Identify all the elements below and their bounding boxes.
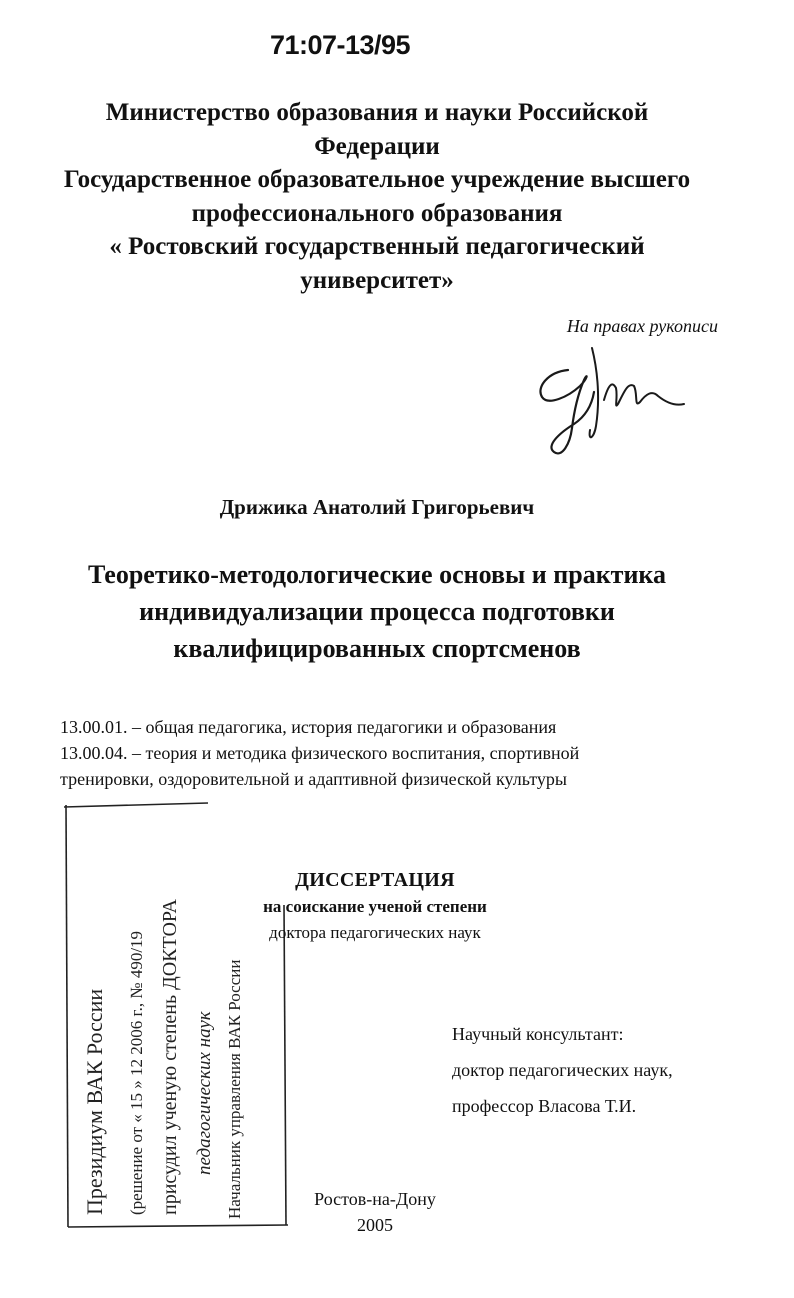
dissertation-block xyxy=(180,866,570,946)
title-line: индивидуализации процесса подготовки xyxy=(139,597,615,626)
dissertation-heading: ДИССЕРТАЦИЯ xyxy=(295,869,455,891)
institution-block xyxy=(20,96,734,297)
consultant-degree: доктор педагогических наук, xyxy=(452,1060,673,1080)
author-name: Дрижика Анатолий Григорьевич xyxy=(219,495,535,519)
vak-stamp xyxy=(58,795,298,1235)
consultant-name: профессор Власова Т.И. xyxy=(452,1096,637,1116)
stamp-border-top xyxy=(64,803,208,807)
footer-block xyxy=(290,1186,460,1238)
stamp-line-3: присудил ученую степень ДОКТОРА xyxy=(159,899,181,1215)
institution-line: Федерации xyxy=(314,132,440,160)
year: 2005 xyxy=(357,1215,393,1235)
specialty-line: 13.00.01. – общая педагогика, история педагогики и образования xyxy=(60,717,557,737)
title-line: Теоретико-методологические основы и практика xyxy=(87,560,667,589)
dissertation-subtitle: на соискание ученой степени xyxy=(263,897,487,916)
stamp-line-2: (решение от « 15 » 12 2006 г., № 490/19 xyxy=(127,930,146,1215)
rights-note: На правах рукописи xyxy=(566,316,718,336)
city: Ростов-на-Дону xyxy=(314,1189,436,1209)
dissertation-title xyxy=(20,556,734,667)
stamp-border-left xyxy=(66,805,68,1227)
catalog-code: 71:07-13/95 xyxy=(269,30,411,60)
dissertation-degree: доктора педагогических наук xyxy=(269,923,481,942)
institution-line: профессионального образования xyxy=(191,199,563,227)
institution-line: Министерство образования и науки Российской xyxy=(105,99,649,126)
consultant-block xyxy=(452,1016,673,1124)
stamp-border-right xyxy=(284,905,286,1225)
stamp-border-bottom xyxy=(68,1225,288,1227)
specialty-line: 13.00.04. – теория и методика физического воспитания, спортивной xyxy=(60,743,580,763)
institution-line: « Ростовский государственный педагогический xyxy=(109,233,645,260)
stamp-line-1: Президиум ВАК России xyxy=(82,988,107,1215)
title-line: квалифицированных спортсменов xyxy=(173,634,581,663)
institution-line: Государственное образовательное учреждение высшего xyxy=(63,166,691,193)
stamp-line-5: Начальник управления ВАК России xyxy=(225,959,244,1219)
signature-image xyxy=(528,342,688,472)
specialty-line: тренировки, оздоровительной и адаптивной физической культуры xyxy=(60,769,567,789)
stamp-line-4: педагогических наук xyxy=(194,1011,215,1175)
institution-line: университет» xyxy=(300,266,454,294)
specialties-block xyxy=(60,714,760,792)
consultant-label: Научный консультант: xyxy=(452,1024,624,1044)
